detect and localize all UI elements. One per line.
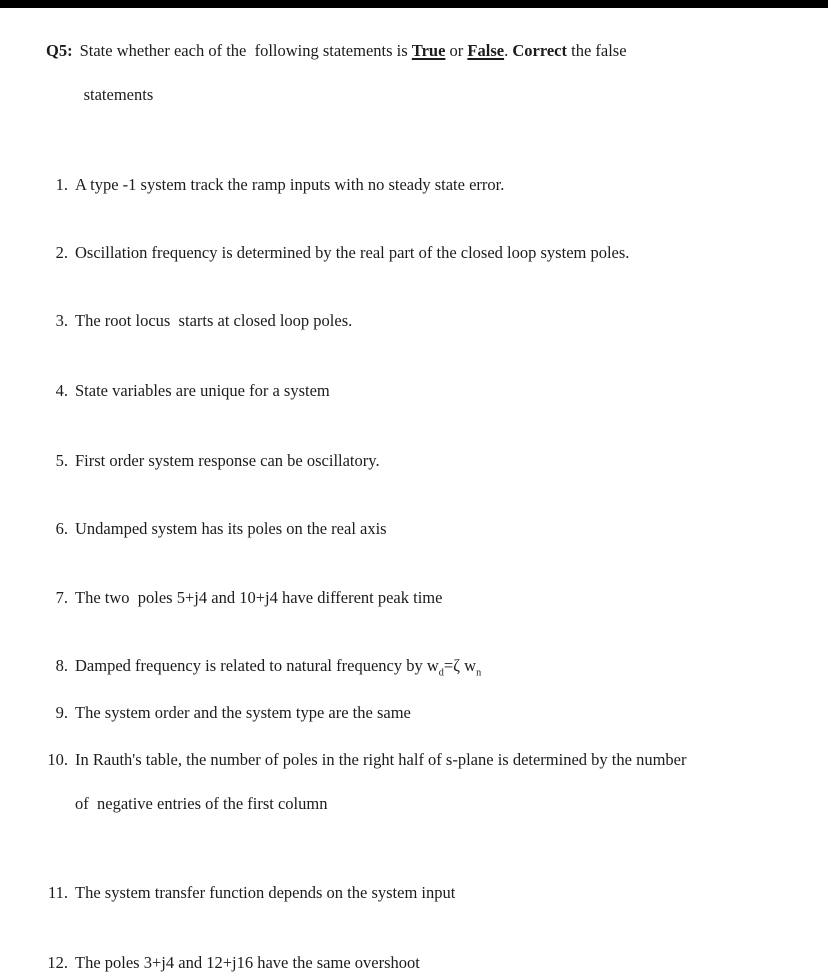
statement-item-1 bbox=[0, 174, 828, 196]
statement-8-subscript-d: d bbox=[438, 667, 444, 679]
statement-text bbox=[75, 655, 481, 677]
statement-text: The system order and the system type are the same bbox=[75, 703, 411, 722]
statement-8-subscript-n: n bbox=[476, 667, 482, 679]
statement-text: Undamped system has its poles on the real axis bbox=[75, 519, 387, 538]
statement-item-6 bbox=[0, 518, 828, 540]
statement-10-line1: In Rauth's table, the number of poles in the right half of s-plane is determined by the number bbox=[75, 750, 687, 769]
statement-number: 5. bbox=[55, 451, 68, 470]
statement-item-7 bbox=[0, 587, 828, 609]
statement-8-mid: =ζ w bbox=[443, 656, 477, 675]
statement-number: 9. bbox=[55, 703, 68, 722]
statement-text: A type -1 system track the ramp inputs with no steady state error. bbox=[75, 175, 505, 194]
statement-number: 6. bbox=[55, 519, 68, 538]
statement-text: First order system response can be oscillatory. bbox=[75, 451, 380, 470]
heading-seg1: State whether each of the following statements is bbox=[79, 41, 412, 60]
statement-number: 11. bbox=[47, 883, 68, 902]
heading-true-word: True bbox=[411, 41, 446, 60]
statement-item-9 bbox=[0, 702, 828, 724]
scan-top-black-bar bbox=[0, 0, 828, 8]
statement-item-12 bbox=[0, 952, 828, 974]
heading-seg2: or bbox=[445, 41, 468, 60]
question-heading-text bbox=[80, 40, 627, 150]
statement-item-3 bbox=[0, 310, 828, 332]
statement-text: The two poles 5+j4 and 10+j4 have different peak time bbox=[75, 588, 443, 607]
question-number-label: Q5: bbox=[46, 41, 73, 60]
question-heading bbox=[46, 40, 798, 150]
statement-text: State variables are unique for a system bbox=[75, 381, 330, 400]
heading-seg3: . bbox=[504, 41, 513, 60]
statement-item-2 bbox=[0, 242, 828, 264]
statement-text: The root locus starts at closed loop poles. bbox=[75, 311, 353, 330]
statement-text: The system transfer function depends on the system input bbox=[75, 883, 456, 902]
statement-item-4 bbox=[0, 380, 828, 402]
statement-number: 4. bbox=[55, 381, 68, 400]
statement-10-line2: of negative entries of the first column bbox=[75, 794, 328, 813]
statement-number: 1. bbox=[55, 175, 68, 194]
statement-number: 12. bbox=[47, 953, 68, 972]
statement-text: The poles 3+j4 and 12+j16 have the same overshoot bbox=[75, 953, 420, 972]
heading-line2: statements bbox=[83, 85, 154, 104]
statement-text: Oscillation frequency is determined by the real part of the closed loop system poles. bbox=[75, 243, 630, 262]
statement-list bbox=[0, 174, 828, 974]
statement-number: 2. bbox=[55, 243, 68, 262]
statement-number: 8. bbox=[55, 656, 68, 675]
statement-number: 10. bbox=[47, 750, 68, 769]
statement-item-5 bbox=[0, 450, 828, 472]
heading-correct-word: Correct bbox=[512, 41, 567, 60]
heading-seg4: the false bbox=[566, 41, 627, 60]
statement-8-base: Damped frequency is related to natural frequency by w bbox=[75, 656, 439, 675]
statement-item-10 bbox=[0, 749, 828, 859]
statement-number: 7. bbox=[55, 588, 68, 607]
statement-number: 3. bbox=[55, 311, 68, 330]
statement-item-8 bbox=[0, 655, 828, 677]
statement-text bbox=[75, 749, 686, 859]
statement-item-11 bbox=[0, 882, 828, 904]
document-page bbox=[0, 40, 828, 974]
heading-false-word: False bbox=[467, 41, 505, 60]
